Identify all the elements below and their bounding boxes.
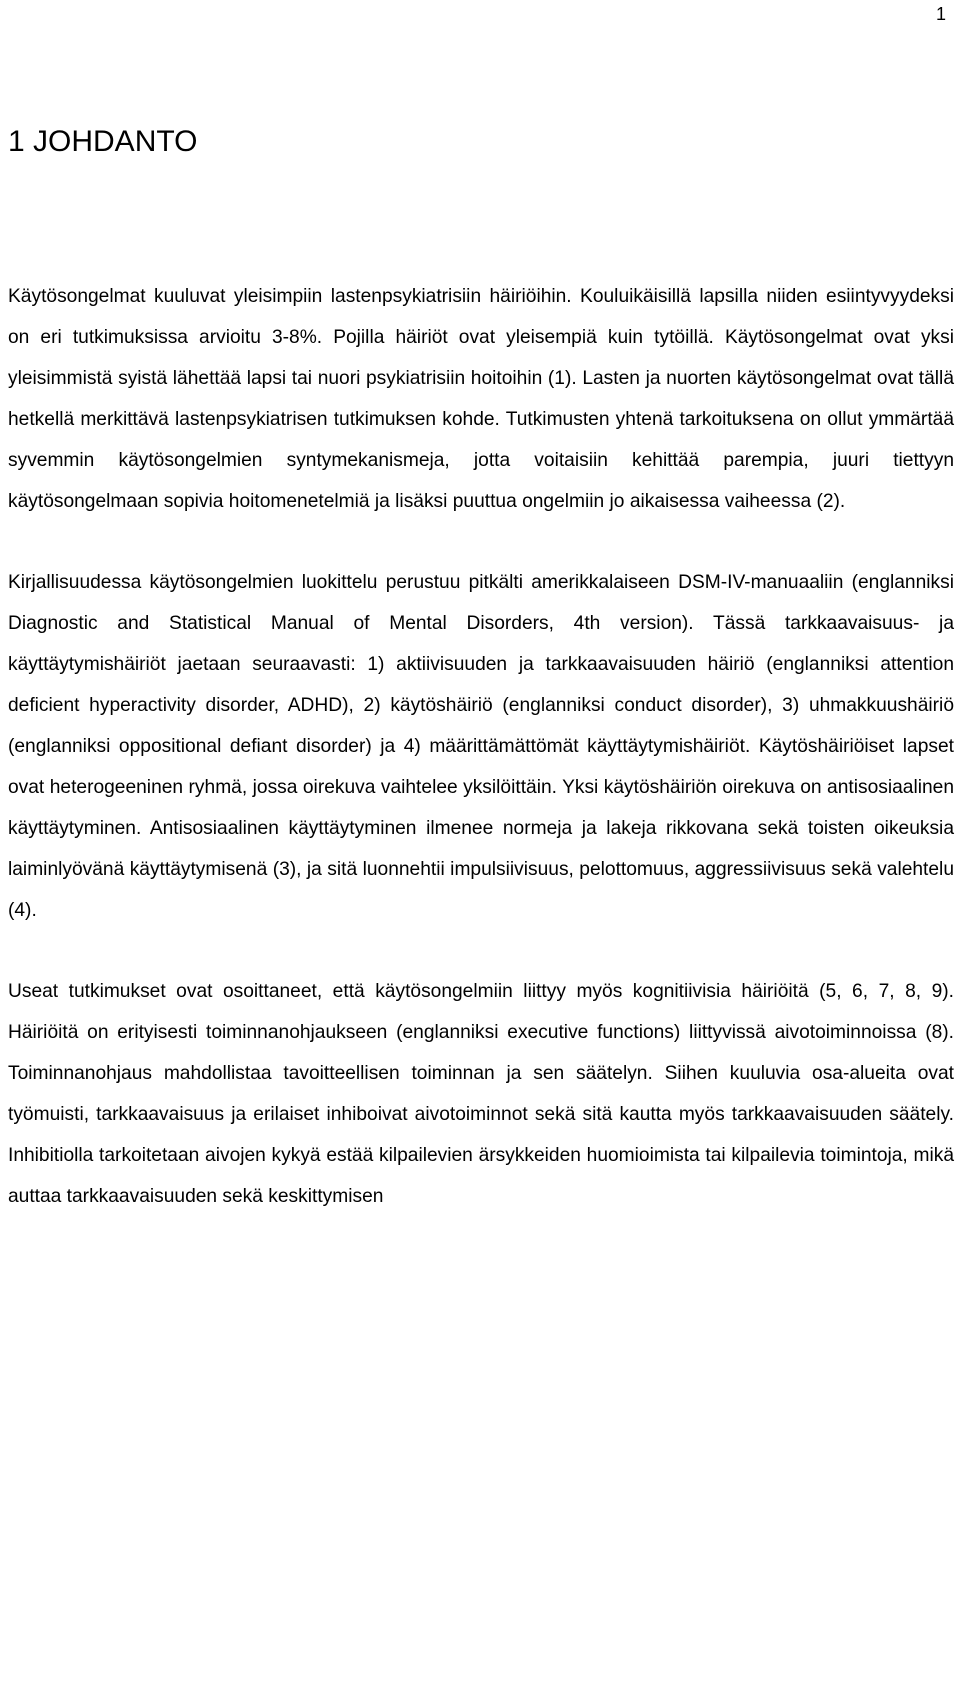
paragraph-2: Kirjallisuudessa käytösongelmien luokittelu perustuu pitkälti amerikkalaiseen DSM-IV-manuaaliin (englanniksi Diagnostic and Statistical Manual of Mental Disorders, 4th version). Tässä tarkkaavaisuus- ja käyttäytymishäiriöt jaetaan seuraavasti: 1) aktiivisuuden ja tarkkaavaisuuden häiriö (englanniksi attention deficient hyperactivity disorder, ADHD), 2) käytöshäiriö (englanniksi conduct disorder), 3) uhmakkuushäiriö (englanniksi oppositional defiant disorder) ja 4) määrittämättömät käyttäytymishäiriöt. Käytöshäiriöiset lapset ovat heterogeeninen ryhmä, jossa oirekuva vaihtelee yksilöittäin. Yksi käytöshäiriön oirekuva on antisosiaalinen käyttäytyminen. Antisosiaalinen käyttäytyminen ilmenee normeja ja lakeja rikkovana sekä toisten oikeuksia laiminlyövänä käyttäytymisenä (3), ja sitä luonnehtii impulsiivisuus, pelottomuus, aggressiivisuus sekä valehtelu (4). [8, 572, 954, 921]
paragraph-3: Useat tutkimukset ovat osoittaneet, että käytösongelmiin liittyy myös kognitiivisia häiriöitä (5, 6, 7, 8, 9). Häiriöitä on erityisesti toiminnanohjaukseen (englanniksi executive functions) liittyvissä aivotoiminnoissa (8). Toiminnanohjaus mahdollistaa tavoitteellisen toiminnan ja sen säätelyn. Siihen kuuluvia osa-alueita ovat työmuisti, tarkkaavaisuus ja erilaiset inhiboivat aivotoiminnot sekä sitä kautta myös tarkkaavaisuuden säätely. Inhibitiolla tarkoitetaan aivojen kykyä estää kilpailevien ärsykkeiden huomioimista tai kilpailevia toimintoja, mikä auttaa tarkkaavaisuuden sekä keskittymisen [8, 981, 954, 1207]
paragraph-1: Käytösongelmat kuuluvat yleisimpiin lastenpsykiatrisiin häiriöihin. Kouluikäisillä lapsilla niiden esiintyvyydeksi on eri tutkimuksissa arvioitu 3-8%. Pojilla häiriöt ovat yleisempiä kuin tytöillä. Käytösongelmat ovat yksi yleisimmistä syistä lähettää lapsi tai nuori psykiatrisiin hoitoihin (1). Lasten ja nuorten käytösongelmat ovat tällä hetkellä merkittävä lastenpsykiatrisen tutkimuksen kohde. Tutkimusten yhtenä tarkoituksena on ollut ymmärtää syvemmin käytösongelmien syntymekanismeja, jotta voitaisiin kehittää parempia, juuri tiettyyn käytösongelmaan sopivia hoitomenetelmiä ja lisäksi puuttua ongelmiin jo aikaisessa vaiheessa (2). [8, 286, 954, 512]
chapter-heading: 1 JOHDANTO [8, 125, 198, 158]
page-number: 1 [935, 4, 946, 24]
body-text [8, 277, 954, 1218]
